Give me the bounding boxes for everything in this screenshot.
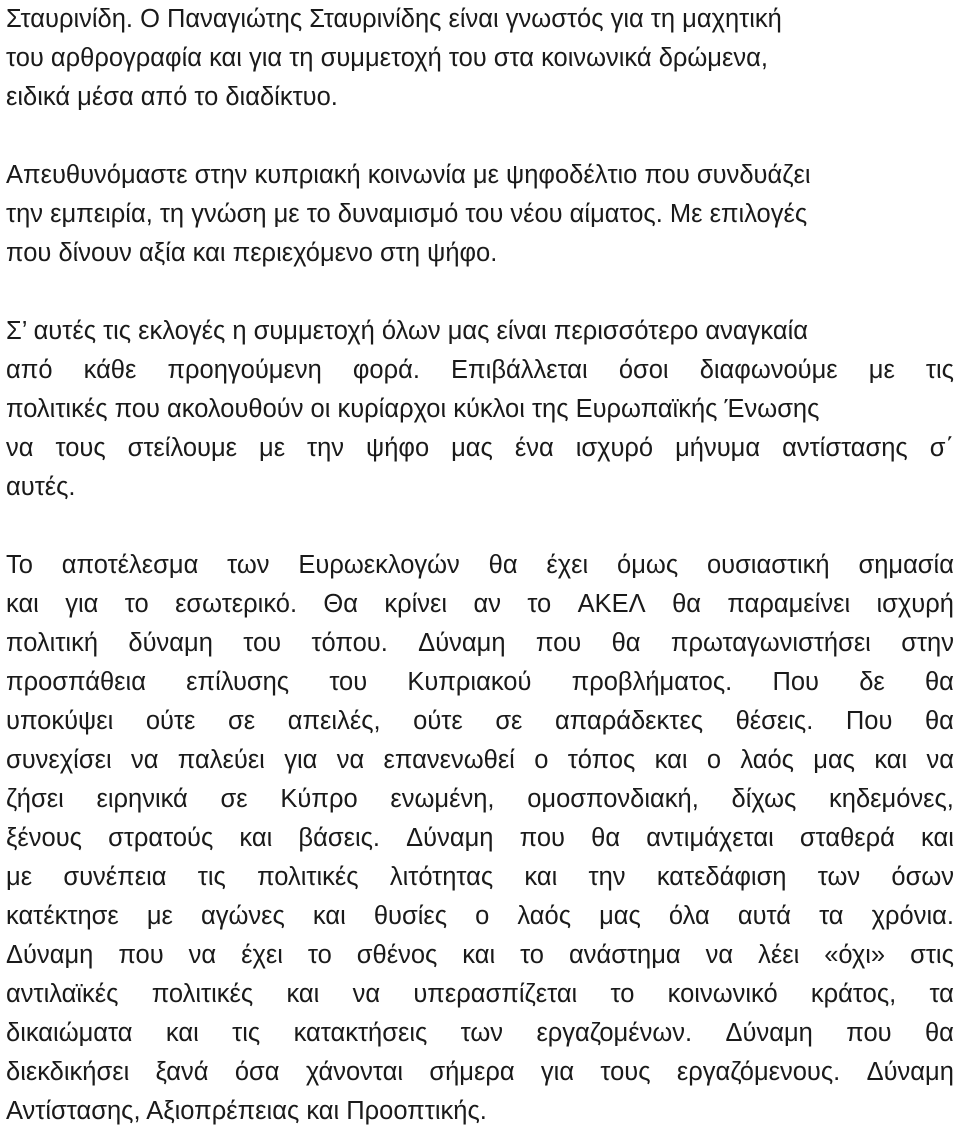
word: πρωταγωνιστήσει (670, 629, 871, 657)
line-text: πολιτικές που ακολουθούν οι κυρίαρχοι κύκλοι της Ευρωπαϊκής Ένωσης (6, 395, 820, 423)
word: μήνυμα (675, 434, 761, 462)
text-line (6, 624, 954, 663)
text-line (6, 234, 954, 273)
text-line (6, 585, 954, 624)
word: Που (772, 668, 819, 696)
word: σημασία (858, 551, 954, 579)
word: ισχυρό (575, 434, 654, 462)
word: Που (845, 707, 893, 735)
word: να (926, 746, 954, 774)
line-text: την εμπειρία, τη γνώση με το δυναμισμό του νέου αίματος. Με επιλογές (6, 200, 808, 228)
word: να (352, 980, 381, 1008)
document-body (6, 0, 954, 1131)
word: και (921, 824, 954, 852)
word: του (329, 668, 368, 696)
word: πολιτικές (151, 980, 254, 1008)
word: προσπάθεια (6, 668, 146, 696)
word: κράτος, (810, 980, 897, 1008)
paragraph-gap (6, 507, 954, 546)
word: τις (197, 863, 226, 891)
word: θα (924, 1019, 954, 1047)
word: κοινωνικό (667, 980, 778, 1008)
word: παλεύει (177, 746, 265, 774)
word: Κυπριακού (407, 668, 532, 696)
line-text: που δίνουν αξία και περιεχόμενο στη ψήφο. (6, 239, 498, 267)
word: θα (672, 590, 701, 618)
word: Δύναμη (6, 941, 94, 969)
paragraph-gap (6, 117, 954, 156)
word: για (284, 746, 318, 774)
word: για (540, 1058, 575, 1086)
word: όσων (891, 863, 954, 891)
word: λιτότητας (389, 863, 494, 891)
word: υπερασπίζεται (413, 980, 578, 1008)
word: να (6, 434, 34, 462)
word: προηγούμενη (167, 356, 322, 384)
word: θυσίες (373, 902, 448, 930)
word: «όχι» (824, 941, 886, 969)
word: αποτέλεσμα (61, 551, 199, 579)
text-line (6, 936, 954, 975)
text-line (6, 0, 954, 39)
word: που (519, 824, 565, 852)
word: με (259, 434, 286, 462)
text-line (6, 390, 954, 429)
word: ένα (514, 434, 554, 462)
word: αντίστασης (782, 434, 908, 462)
word: το (124, 590, 149, 618)
word: πολιτικές (257, 863, 359, 891)
word: διεκδικήσει (6, 1058, 130, 1086)
word: αντιμάχεται (646, 824, 774, 852)
text-line (6, 858, 954, 897)
word: σθένος (356, 941, 438, 969)
text-line (6, 1092, 954, 1131)
word: Δύναμη (406, 824, 494, 852)
word: τους (55, 434, 106, 462)
text-line (6, 1053, 954, 1092)
word: τα (929, 980, 954, 1008)
paragraph (6, 312, 954, 507)
text-line (6, 195, 954, 234)
word: μας (451, 434, 493, 462)
word: παραμείνει (727, 590, 851, 618)
word: ενωμένη, (390, 785, 495, 813)
word: το (527, 590, 552, 618)
word: κατέκτησε (6, 902, 119, 930)
word: ΑΚΕΛ (577, 590, 646, 618)
word: ο (534, 746, 549, 774)
word: κατακτήσεις (293, 1019, 428, 1047)
paragraph (6, 156, 954, 273)
word: ξανά (155, 1058, 209, 1086)
word: έχει (241, 941, 283, 969)
text-line (6, 429, 954, 468)
word: αντιλαϊκές (6, 980, 119, 1008)
word: επανενωθεί (383, 746, 515, 774)
word: να (336, 746, 365, 774)
word: την (307, 434, 345, 462)
word: συνεχίσει (6, 746, 112, 774)
word: δίχως (731, 785, 797, 813)
word: Δύναμη (418, 629, 506, 657)
word: λαός (517, 902, 571, 930)
text-line (6, 39, 954, 78)
text-line (6, 780, 954, 819)
word: που (118, 941, 164, 969)
word: ισχυρή (876, 590, 954, 618)
word: όλα (668, 902, 710, 930)
word: και (165, 1019, 199, 1047)
word: με (6, 863, 33, 891)
word: των (460, 1019, 504, 1047)
word: ούτε (413, 707, 463, 735)
word: το (307, 941, 332, 969)
line-text: του αρθρογραφία και για τη συμμετοχή του στα κοινωνικά δρώμενα, (6, 44, 768, 72)
word: θα (488, 551, 518, 579)
line-text: αυτές. (6, 473, 76, 501)
word: δικαιώματα (6, 1019, 133, 1047)
word: απειλές, (287, 707, 381, 735)
word: δύναμη (128, 629, 213, 657)
word: πολιτική (6, 629, 99, 657)
word: ούτε (145, 707, 196, 735)
word: στρατούς (108, 824, 214, 852)
word: τις (925, 356, 954, 384)
text-line (6, 663, 954, 702)
word: και (286, 980, 320, 1008)
word: των (227, 551, 270, 579)
word: μας (813, 746, 855, 774)
word: χάνονται (305, 1058, 404, 1086)
word: τους (600, 1058, 651, 1086)
text-line (6, 156, 954, 195)
word: ψήφο (366, 434, 430, 462)
text-line (6, 78, 954, 117)
word: ξένους (6, 824, 82, 852)
word: ζήσει (6, 785, 64, 813)
word: σ΄ (929, 434, 954, 462)
word: θα (591, 824, 621, 852)
word: επίλυσης (186, 668, 290, 696)
word: σταθερά (799, 824, 895, 852)
word: εσωτερικό. (175, 590, 298, 618)
word: τόπος (567, 746, 636, 774)
text-line (6, 1014, 954, 1053)
word: θα (924, 668, 954, 696)
word: έχει (546, 551, 589, 579)
word: ο (706, 746, 722, 774)
word: Ευρωεκλογών (298, 551, 460, 579)
word: υποκύψει (6, 707, 114, 735)
text-line (6, 975, 954, 1014)
text-line (6, 819, 954, 858)
word: συνέπεια (63, 863, 167, 891)
word: Επιβάλλεται (451, 356, 588, 384)
word: στην (901, 629, 954, 657)
word: στις (910, 941, 954, 969)
word: ειρηνικά (96, 785, 188, 813)
word: και (6, 590, 39, 618)
word: εργαζομένων. (536, 1019, 693, 1047)
word: προβλήματος. (571, 668, 733, 696)
line-text: Σ’ αυτές τις εκλογές η συμμετοχή όλων μας είναι περισσότερο αναγκαία (6, 317, 809, 345)
word: σε (220, 785, 248, 813)
word: και (524, 863, 558, 891)
word: σε (495, 707, 523, 735)
line-text: Απευθυνόμαστε στην κυπριακή κοινωνία με ψηφοδέλτιο που συνδυάζει (6, 161, 811, 189)
text-line (6, 702, 954, 741)
line-text: ειδικά μέσα από το διαδίκτυο. (6, 83, 338, 111)
word: κηδεμόνες, (829, 785, 954, 813)
word: λαός (740, 746, 794, 774)
word: στείλουμε (127, 434, 238, 462)
text-line (6, 546, 954, 585)
word: διαφωνούμε (699, 356, 838, 384)
word: τις (232, 1019, 261, 1047)
line-text: Αντίστασης, Αξιοπρέπειας και Προοπτικής. (6, 1097, 487, 1125)
word: χρόνια. (871, 902, 954, 930)
word: που (846, 1019, 892, 1047)
word: τόπου. (311, 629, 388, 657)
word: θα (925, 707, 954, 735)
word: θα (611, 629, 641, 657)
word: για (65, 590, 99, 618)
word: λέει (758, 941, 800, 969)
word: και (654, 746, 688, 774)
word: την (588, 863, 626, 891)
word: να (188, 941, 217, 969)
text-line (6, 741, 954, 780)
word: Δύναμη (725, 1019, 813, 1047)
word: σήμερα (429, 1058, 515, 1086)
word: όσα (234, 1058, 280, 1086)
word: σε (228, 707, 256, 735)
word: κρίνει (384, 590, 448, 618)
paragraph-gap (6, 273, 954, 312)
word: αν (473, 590, 501, 618)
text-line (6, 468, 954, 507)
word: Θα (323, 590, 358, 618)
word: βάσεις. (298, 824, 380, 852)
word: ο (475, 902, 490, 930)
word: να (130, 746, 159, 774)
word: και (239, 824, 273, 852)
paragraph (6, 546, 954, 1131)
text-line (6, 351, 954, 390)
word: μας (599, 902, 641, 930)
word: του (243, 629, 282, 657)
paragraph (6, 0, 954, 117)
text-line (6, 312, 954, 351)
word: απαράδεκτες (555, 707, 704, 735)
word: εργαζόμενους. (676, 1058, 841, 1086)
word: και (312, 902, 346, 930)
word: των (817, 863, 861, 891)
word: ομοσπονδιακή, (527, 785, 699, 813)
word: και (462, 941, 496, 969)
word: το (610, 980, 635, 1008)
word: αγώνες (200, 902, 285, 930)
word: με (146, 902, 173, 930)
line-text: Σταυρινίδη. Ο Παναγιώτης Σταυρινίδης είναι γνωστός για τη μαχητική (6, 5, 782, 33)
word: Το (6, 551, 33, 579)
word: το (520, 941, 544, 969)
word: κάθε (83, 356, 137, 384)
word: τα (819, 902, 844, 930)
word: Δύναμη (866, 1058, 954, 1086)
word: και (874, 746, 908, 774)
word: να (705, 941, 734, 969)
word: ανάστημα (568, 941, 681, 969)
word: Κύπρο (280, 785, 358, 813)
text-line (6, 897, 954, 936)
word: δε (859, 668, 885, 696)
word: που (535, 629, 582, 657)
word: με (868, 356, 895, 384)
word: θέσεις. (735, 707, 814, 735)
word: ουσιαστική (706, 551, 830, 579)
word: κατεδάφιση (656, 863, 787, 891)
word: όσοι (618, 356, 669, 384)
word: αυτά (737, 902, 791, 930)
word: όμως (617, 551, 679, 579)
word: φορά. (352, 356, 420, 384)
word: από (6, 356, 53, 384)
